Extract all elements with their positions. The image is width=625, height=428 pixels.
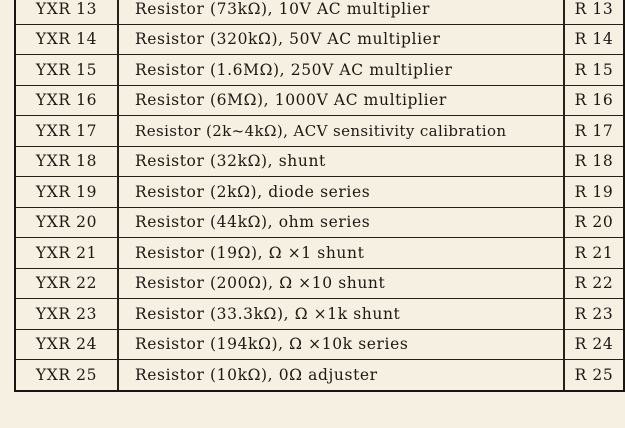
table-row xyxy=(15,55,624,86)
part-code-cell: YXR 14 xyxy=(15,24,118,55)
circuit-ref-cell: R 20 xyxy=(564,207,624,238)
parts-table-body xyxy=(15,0,624,391)
part-code-cell: YXR 20 xyxy=(15,207,118,238)
circuit-ref-cell: R 17 xyxy=(564,116,624,147)
table-row xyxy=(15,238,624,269)
table-row xyxy=(15,0,624,24)
part-description-cell: Resistor (2kΩ), diode series xyxy=(118,177,564,208)
part-description-cell: Resistor (19Ω), Ω ×1 shunt xyxy=(118,238,564,269)
part-code-cell: YXR 19 xyxy=(15,177,118,208)
table-row xyxy=(15,146,624,177)
part-code-cell: YXR 22 xyxy=(15,268,118,299)
part-description-cell: Resistor (320kΩ), 50V AC multiplier xyxy=(118,24,564,55)
table-row xyxy=(15,85,624,116)
part-code-cell: YXR 23 xyxy=(15,299,118,330)
part-description-cell: Resistor (194kΩ), Ω ×10k series xyxy=(118,329,564,360)
circuit-ref-cell: R 21 xyxy=(564,238,624,269)
circuit-ref-cell: R 19 xyxy=(564,177,624,208)
circuit-ref-cell: R 15 xyxy=(564,55,624,86)
part-code-cell: YXR 18 xyxy=(15,146,118,177)
table-row xyxy=(15,177,624,208)
part-code-cell: YXR 17 xyxy=(15,116,118,147)
part-code-cell: YXR 25 xyxy=(15,360,118,391)
part-description-cell: Resistor (200Ω), Ω ×10 shunt xyxy=(118,268,564,299)
part-code-cell: YXR 24 xyxy=(15,329,118,360)
table-row xyxy=(15,268,624,299)
part-description-cell: Resistor (2k~4kΩ), ACV sensitivity calibration xyxy=(118,116,564,147)
part-description-cell: Resistor (10kΩ), 0Ω adjuster xyxy=(118,360,564,391)
part-description-cell: Resistor (73kΩ), 10V AC multiplier xyxy=(118,0,564,24)
part-description-cell: Resistor (6MΩ), 1000V AC multiplier xyxy=(118,85,564,116)
table-row xyxy=(15,207,624,238)
circuit-ref-cell: R 16 xyxy=(564,85,624,116)
circuit-ref-cell: R 18 xyxy=(564,146,624,177)
circuit-ref-cell: R 13 xyxy=(564,0,624,24)
part-description-cell: Resistor (33.3kΩ), Ω ×1k shunt xyxy=(118,299,564,330)
circuit-ref-cell: R 24 xyxy=(564,329,624,360)
circuit-ref-cell: R 14 xyxy=(564,24,624,55)
circuit-ref-cell: R 23 xyxy=(564,299,624,330)
table-row xyxy=(15,329,624,360)
part-description-cell: Resistor (32kΩ), shunt xyxy=(118,146,564,177)
part-description-cell: Resistor (1.6MΩ), 250V AC multiplier xyxy=(118,55,564,86)
table-row xyxy=(15,360,624,391)
parts-table xyxy=(14,0,625,392)
part-description-cell: Resistor (44kΩ), ohm series xyxy=(118,207,564,238)
table-row xyxy=(15,116,624,147)
part-code-cell: YXR 16 xyxy=(15,85,118,116)
circuit-ref-cell: R 25 xyxy=(564,360,624,391)
part-code-cell: YXR 13 xyxy=(15,0,118,24)
table-row xyxy=(15,24,624,55)
part-code-cell: YXR 21 xyxy=(15,238,118,269)
table-row xyxy=(15,299,624,330)
part-code-cell: YXR 15 xyxy=(15,55,118,86)
circuit-ref-cell: R 22 xyxy=(564,268,624,299)
